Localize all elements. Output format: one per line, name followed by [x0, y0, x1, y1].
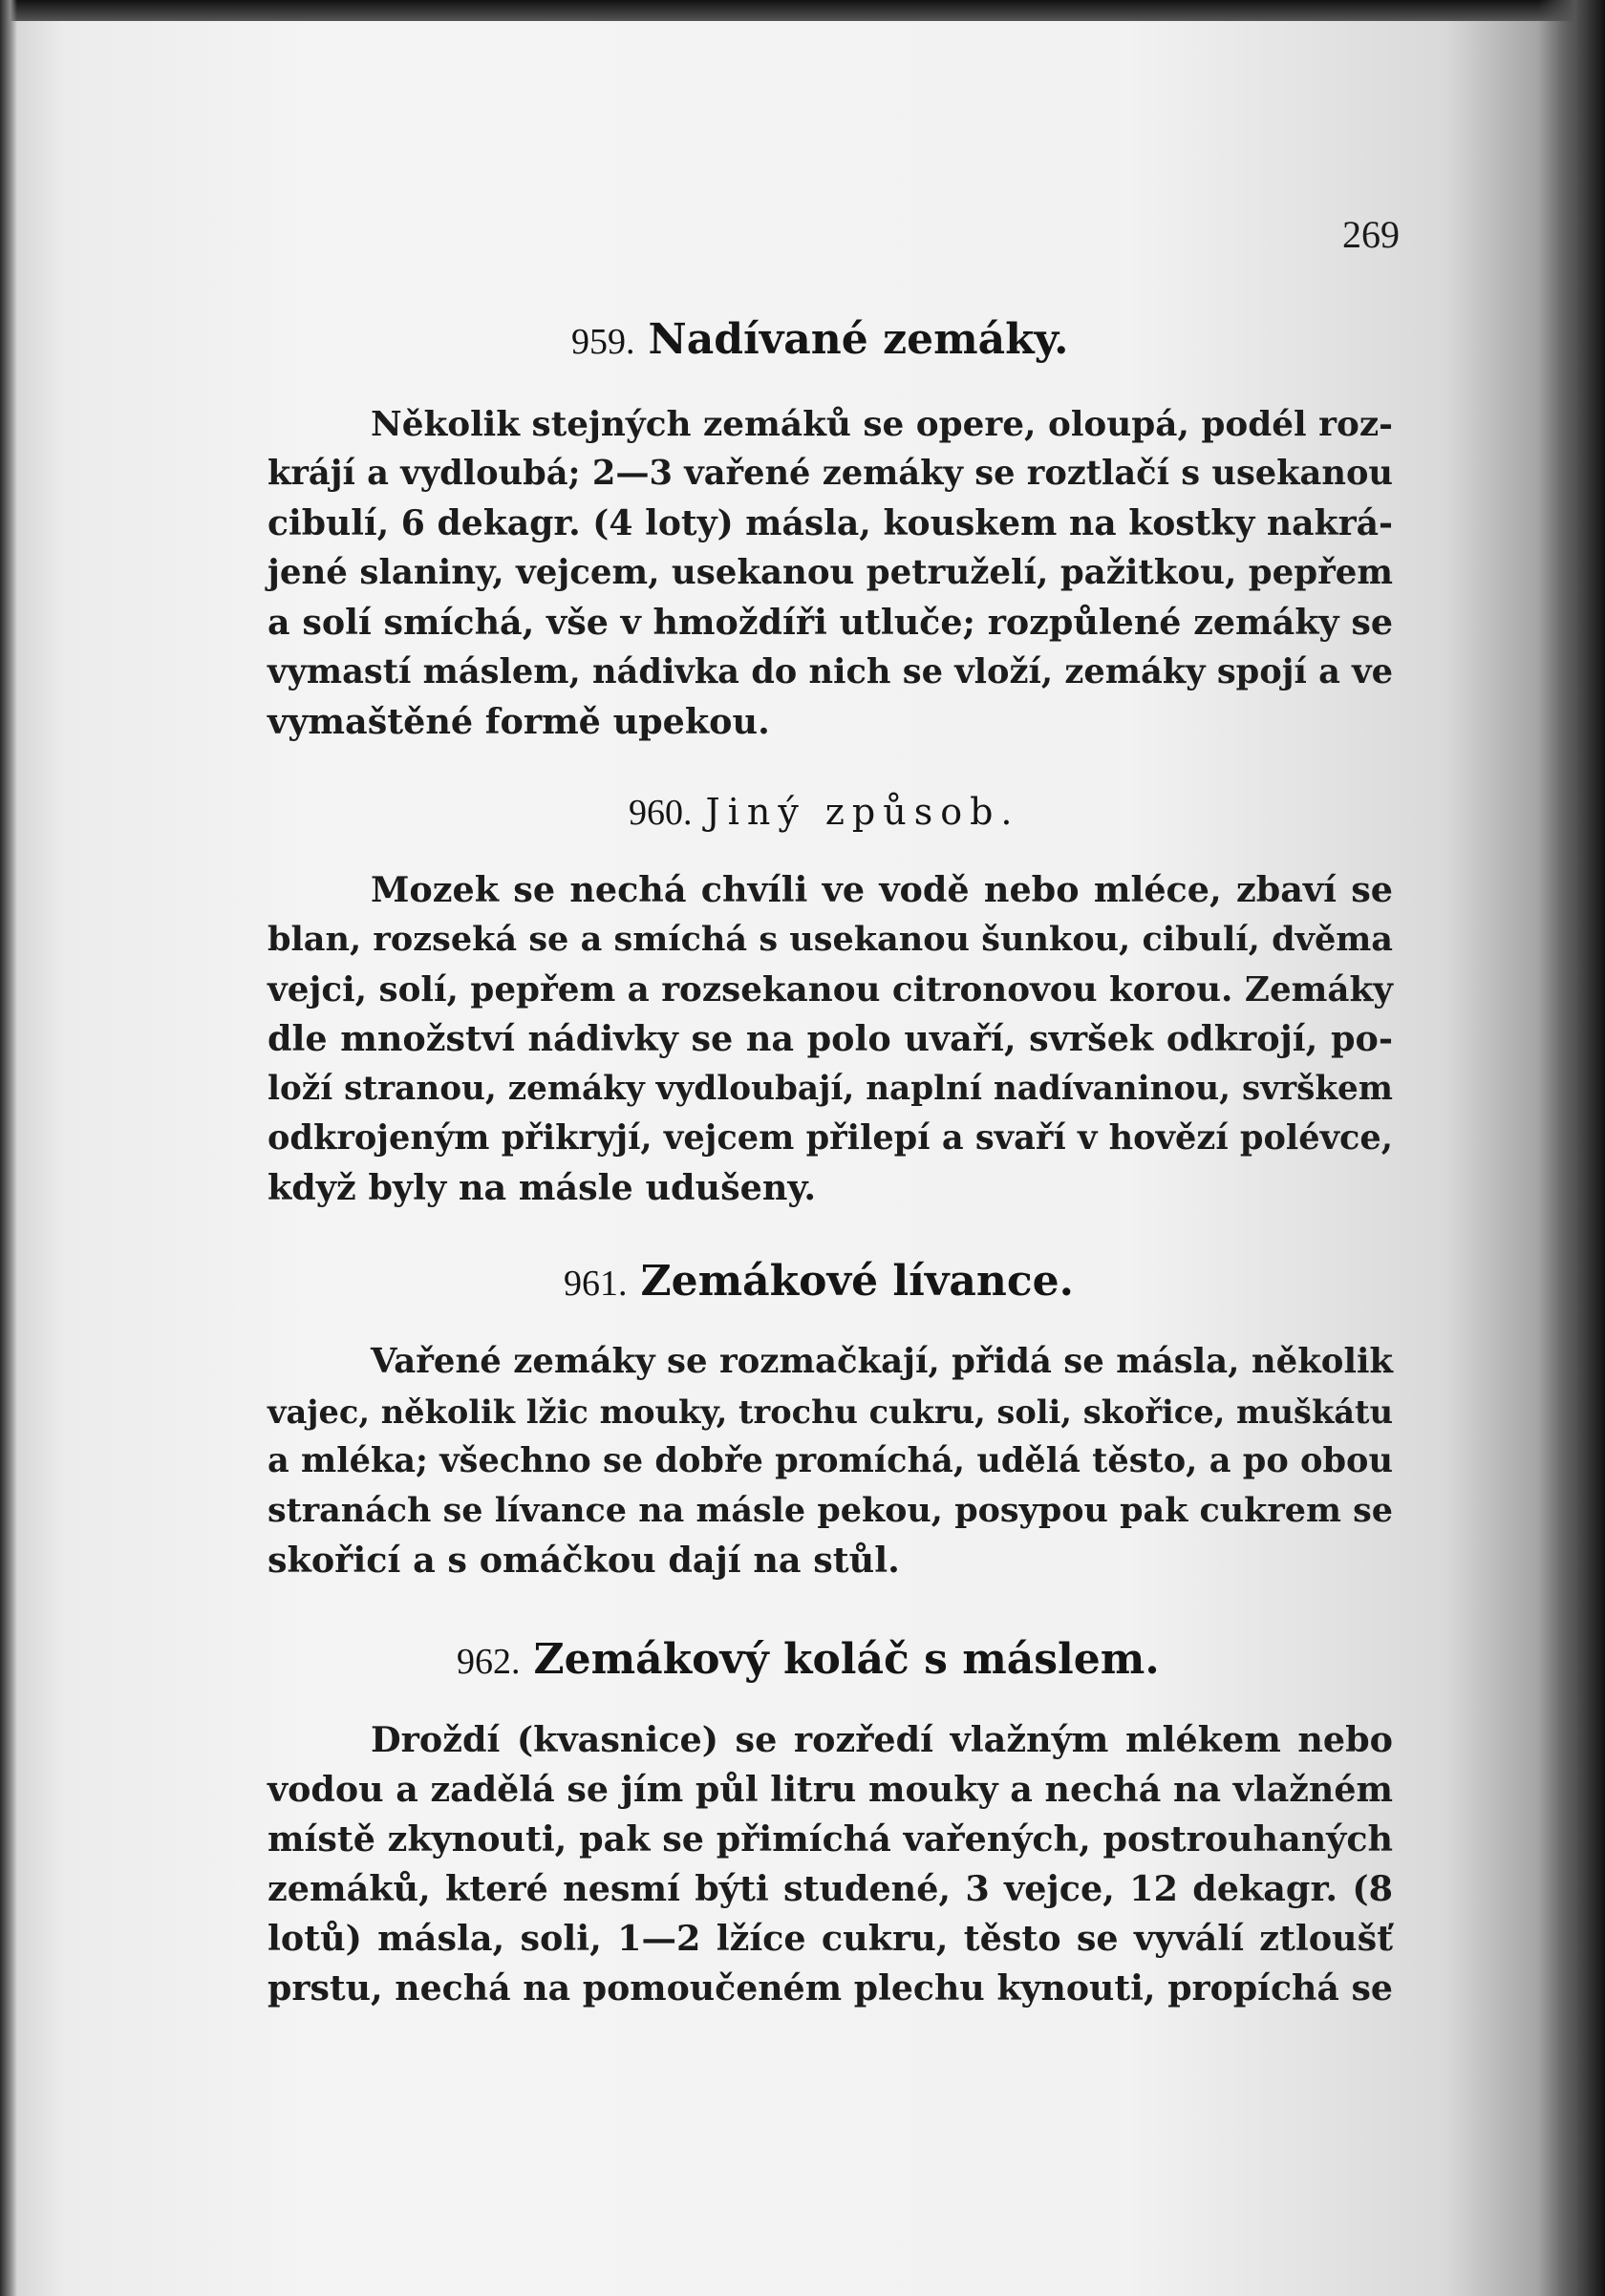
text-line: zemáků, které nesmí býti studené, 3 vejce, 12 dekagr. (8 [268, 1868, 1393, 1909]
text-line: vymaštěné formě upekou. [268, 701, 770, 742]
text-line: vejci, solí, pepřem a rozsekanou citronovou korou. Zemáky [268, 969, 1393, 1010]
text-line: Několik stejných zemáků se opere, oloupá, podél roz- [371, 404, 1393, 444]
text-line: vodou a zadělá se jím půl litru mouky a nechá na vlažném [268, 1769, 1393, 1810]
text-line: stranách se lívance na másle pekou, posypou pak cukrem se [268, 1491, 1393, 1530]
text-line: když byly na másle udušeny. [268, 1167, 817, 1208]
page-number: 269 [1342, 213, 1400, 256]
scan-top-border [0, 0, 1605, 21]
recipe-text-962 [268, 1715, 1393, 2013]
text-line: jené slaniny, vejcem, usekanou petruželí, pažitkou, pepřem [268, 553, 1393, 592]
scan-right-shadow [1538, 0, 1605, 2296]
recipe-title: Zemákový koláč s máslem. [533, 1635, 1160, 1684]
recipe-heading-960 [629, 791, 1020, 834]
recipe-text-961 [268, 1337, 1393, 1585]
text-line: dle množství nádivky se na polo uvaří, svršek odkrojí, po- [268, 1018, 1393, 1059]
recipe-title: Jiný způsob. [705, 791, 1020, 833]
recipe-title: Nadívané zemáky. [648, 315, 1069, 364]
text-line: a mléka; všechno se dobře promíchá, udělá těsto, a po obou [268, 1441, 1393, 1480]
recipe-heading-962 [457, 1635, 1160, 1684]
recipe-text-960 [268, 865, 1393, 1213]
text-line: a solí smíchá, vše v hmoždíři utluče; rozpůlené zemáky se [268, 602, 1393, 643]
text-line: skořicí a s omáčkou dají na stůl. [268, 1540, 900, 1581]
text-line: Droždí (kvasnice) se rozředí vlažným mlékem nebo [371, 1719, 1393, 1760]
text-line: vymastí máslem, nádivka do nich se vloží, zemáky spojí a ve [268, 652, 1393, 691]
recipe-number: 961. [564, 1264, 628, 1304]
recipe-title: Zemákové lívance. [640, 1257, 1074, 1306]
recipe-number: 959. [571, 322, 635, 362]
text-line: odkrojeným přikryjí, vejcem přilepí a svaří v hovězí polévce, [268, 1118, 1393, 1158]
recipe-heading-959 [571, 315, 1068, 364]
recipe-number: 962. [457, 1642, 521, 1682]
text-line: blan, rozseká se a smíchá s usekanou šunkou, cibulí, dvěma [268, 920, 1393, 959]
scan-left-shadow [0, 0, 17, 2296]
text-line: Vařené zemáky se rozmačkají, přidá se másla, několik [371, 1342, 1393, 1381]
text-line: loží stranou, zemáky vydloubají, naplní nadívaninou, svrškem [268, 1070, 1393, 1108]
text-line: krájí a vydloubá; 2—3 vařené zemáky se roztlačí s usekanou [268, 454, 1393, 493]
text-line: cibulí, 6 dekagr. (4 loty) másla, kouskem na kostky nakrá- [268, 502, 1393, 543]
recipe-heading-961 [564, 1257, 1074, 1306]
text-line: prstu, nechá na pomoučeném plechu kynouti, propíchá se [268, 1967, 1393, 2009]
text-line: místě zkynouti, pak se přimíchá vařených, postrouhaných [268, 1818, 1393, 1860]
text-line: vajec, několik lžic mouky, trochu cukru, soli, skořice, muškátu [268, 1392, 1393, 1431]
text-line: Mozek se nechá chvíli ve vodě nebo mléce, zbaví se [371, 869, 1393, 910]
recipe-text-959 [268, 399, 1393, 747]
recipe-number: 960. [629, 793, 693, 833]
text-line: lotů) másla, soli, 1—2 lžíce cukru, těsto se vyválí ztloušť [268, 1918, 1393, 1959]
